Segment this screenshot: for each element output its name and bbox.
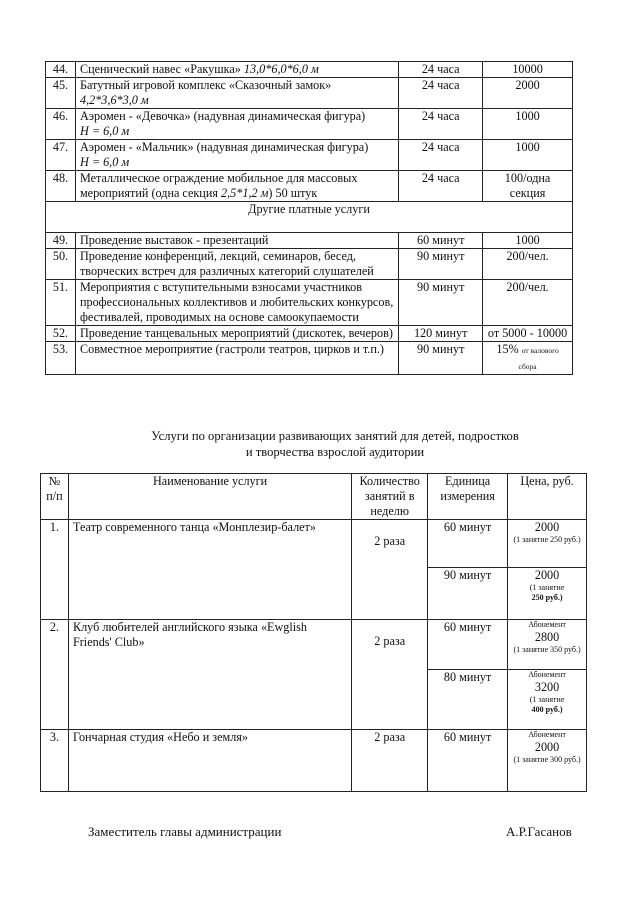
service-price: 15% от валового сбора	[483, 342, 573, 375]
class-count: 2 раза	[352, 730, 428, 792]
service-unit: 24 часа	[399, 109, 483, 140]
service-price: 1000	[483, 140, 573, 171]
service-name: Аэромен - «Мальчик» (надувная динамическая фигура) Н = 6,0 м	[75, 140, 398, 171]
row-number: 46.	[46, 109, 76, 140]
service-price: 1000	[483, 233, 573, 249]
service-price: 10000	[483, 62, 573, 78]
row-number: 50.	[46, 249, 76, 280]
service-unit: 90 минут	[399, 280, 483, 326]
service-name: Проведение выставок - презентаций	[75, 233, 398, 249]
service-price: 100/одна секция	[483, 171, 573, 202]
service-name: Металлическое ограждение мобильное для массовых мероприятий (одна секция 2,5*1,2 м) 50 штук	[75, 171, 398, 202]
service-name: Аэромен - «Девочка» (надувная динамическая фигура) Н = 6,0 м	[75, 109, 398, 140]
class-price: 2000 (1 занятие 250 руб.)	[508, 568, 587, 620]
class-unit: 90 минут	[428, 568, 508, 620]
table-row	[41, 520, 587, 568]
service-name: Сценический навес «Ракушка» 13,0*6,0*6,0 м	[75, 62, 398, 78]
class-unit: 60 минут	[428, 620, 508, 670]
class-name: Театр современного танца «Монплезир-балет»	[68, 520, 351, 620]
table-row	[46, 233, 573, 249]
table-row	[41, 730, 587, 792]
service-unit: 90 минут	[399, 249, 483, 280]
header-count: Количество занятий в неделю	[352, 474, 428, 520]
class-count: 2 раза	[352, 520, 428, 620]
table-row	[46, 171, 573, 202]
row-number: 1.	[41, 520, 69, 620]
service-unit: 60 минут	[399, 233, 483, 249]
service-name: Проведение конференций, лекций, семинаров, бесед, творческих встреч для различных категорий слушателей	[75, 249, 398, 280]
header-unit: Единица измерения	[428, 474, 508, 520]
table-row	[46, 140, 573, 171]
table-row	[46, 62, 573, 78]
service-name: Совместное мероприятие (гастроли театров, цирков и т.п.)	[75, 342, 398, 375]
service-unit: 120 минут	[399, 326, 483, 342]
class-price: Абонемент 3200 (1 занятие 400 руб.)	[508, 670, 587, 730]
classes-table	[40, 473, 587, 792]
row-number: 45.	[46, 78, 76, 109]
class-price: Абонемент 2800 (1 занятие 350 руб.)	[508, 620, 587, 670]
service-name: Мероприятия с вступительными взносами участников профессиональных коллективов и любительских конкурсов, фестивалей, проводимых на основе самоокупаемости	[75, 280, 398, 326]
signatory-name: А.Р.Гасанов	[506, 824, 572, 839]
header-row	[41, 474, 587, 520]
service-price: 200/чел.	[483, 280, 573, 326]
row-number: 51.	[46, 280, 76, 326]
class-name: Клуб любителей английского языка «Ewglish Friends' Club»	[68, 620, 351, 730]
class-unit: 80 минут	[428, 670, 508, 730]
class-price: Абонемент 2000 (1 занятие 300 руб.)	[508, 730, 587, 792]
class-name: Гончарная студия «Небо и земля»	[68, 730, 351, 792]
service-price: от 5000 - 10000	[483, 326, 573, 342]
table-row	[46, 78, 573, 109]
table-row	[46, 249, 573, 280]
header-num: № п/п	[41, 474, 69, 520]
table-row	[41, 620, 587, 670]
class-count: 2 раза	[352, 620, 428, 730]
row-number: 44.	[46, 62, 76, 78]
header-name: Наименование услуги	[68, 474, 351, 520]
table-row	[46, 326, 573, 342]
section-row	[46, 202, 573, 233]
table-row	[46, 280, 573, 326]
row-number: 47.	[46, 140, 76, 171]
service-unit: 24 часа	[399, 62, 483, 78]
row-number: 3.	[41, 730, 69, 792]
service-unit: 24 часа	[399, 140, 483, 171]
service-price: 200/чел.	[483, 249, 573, 280]
class-price: 2000 (1 занятие 250 руб.)	[508, 520, 587, 568]
service-unit: 24 часа	[399, 78, 483, 109]
service-price: 1000	[483, 109, 573, 140]
class-unit: 60 минут	[428, 730, 508, 792]
service-name: Батутный игровой комплекс «Сказочный замок» 4,2*3,6*3,0 м	[75, 78, 398, 109]
service-name: Проведение танцевальных мероприятий (дискотек, вечеров)	[75, 326, 398, 342]
class-unit: 60 минут	[428, 520, 508, 568]
service-unit: 24 часа	[399, 171, 483, 202]
section-title: Другие платные услуги	[46, 202, 573, 233]
service-unit: 90 минут	[399, 342, 483, 375]
header-price: Цена, руб.	[508, 474, 587, 520]
paid-services-table	[45, 61, 573, 375]
row-number: 2.	[41, 620, 69, 730]
section-heading: Услуги по организации развивающих занятий для детей, подростков и творчества взрослой аудитории	[151, 429, 519, 459]
row-number: 48.	[46, 171, 76, 202]
row-number: 52.	[46, 326, 76, 342]
row-number: 49.	[46, 233, 76, 249]
signatory-title: Заместитель главы администрации	[88, 824, 282, 839]
service-price: 2000	[483, 78, 573, 109]
table-row	[46, 342, 573, 375]
row-number: 53.	[46, 342, 76, 375]
table-row	[46, 109, 573, 140]
